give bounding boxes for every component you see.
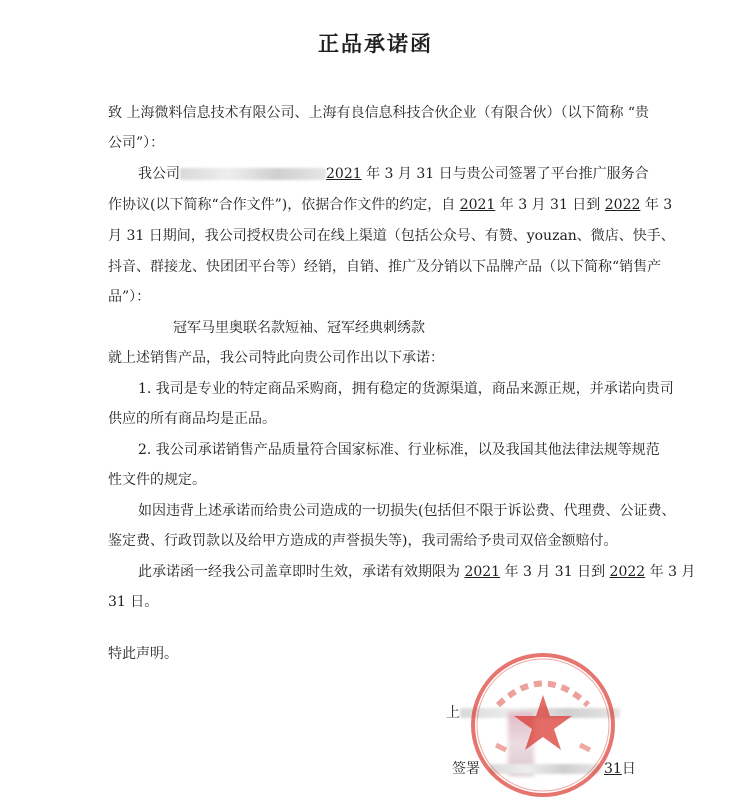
paragraph-1-line-1 — [138, 165, 649, 183]
p4-year-2: 2022 — [609, 564, 646, 580]
commitment-1-line-2: 供应的所有商品均是正品。 — [108, 411, 276, 427]
signature-day-suffix: 日 — [621, 761, 636, 777]
p4-year-1: 2021 — [464, 564, 501, 580]
signature-label: 签署 — [452, 761, 480, 777]
p1-text-a: 我公司 — [138, 166, 180, 182]
p1l2-year-1: 2021 — [459, 197, 496, 213]
p4-text-c: 年 3 月 — [645, 564, 696, 580]
paragraph-1-line-4: 抖音、群接龙、快团团平台等）经销，自销、推广及分销以下品牌产品（以下简称“销售产 — [108, 259, 662, 275]
paragraph-4-line-2: 31 日。 — [108, 594, 159, 610]
product-list: 冠军马里奥联名款短袖、冠军经典刺绣款 — [173, 320, 425, 336]
paragraph-1-line-2 — [108, 196, 672, 214]
paragraph-3-line-1: 如因违背上述承诺而给贵公司造成的一切损失(包括但不限于诉讼费、代理费、公证费、 — [138, 503, 676, 519]
p4-text-a: 此承诺函一经我公司盖章即时生效，承诺有效期限为 — [138, 564, 465, 580]
p1-text-b: 年 3 月 31 日与贵公司签署了平台推广服务合 — [361, 166, 649, 182]
p1l2-text-c: 年 3 — [640, 197, 673, 213]
paragraph-3-line-2: 鉴定费、行政罚款以及给甲方造成的声誉损失等)，我司需给予贵司双倍金额赔付。 — [108, 533, 618, 549]
paragraph-1-line-5: 品”）： — [108, 289, 151, 305]
p1l2-text-a: 作协议(以下简称“合作文件”)，依据合作文件的约定，自 — [108, 197, 460, 213]
addressee-line-2: 公司”）： — [108, 135, 165, 151]
signature-company-prefix: 上 — [446, 705, 460, 721]
p1l2-year-2: 2022 — [604, 197, 641, 213]
paragraph-2: 就上述销售产品，我公司特此向贵公司作出以下承诺： — [108, 350, 444, 366]
company-seal — [468, 650, 618, 800]
closing-statement: 特此声明。 — [108, 646, 178, 662]
p1-year: 2021 — [326, 166, 362, 182]
document-title: 正品承诺函 — [318, 31, 433, 56]
p1l2-text-b: 年 3 月 31 日到 — [495, 197, 605, 213]
seal-star-icon — [514, 695, 572, 750]
p4-text-b: 年 3 月 31 日到 — [500, 564, 610, 580]
paragraph-1-line-3: 月 31 日期间，我公司授权贵公司在线上渠道（包括公众号、有赞、youzan、微店、快手、 — [108, 228, 675, 244]
commitment-1-line-1: 1. 我司是专业的特定商品采购商，拥有稳定的货源渠道，商品来源正规，并承诺向贵司 — [138, 381, 674, 397]
commitment-2-line-1: 2. 我公司承诺销售产品质量符合国家标准、行业标准，以及我国其他法律法规等规范 — [138, 442, 660, 458]
paragraph-4-line-1 — [138, 563, 695, 581]
redacted-company-name — [180, 168, 326, 180]
signature-day: 31 — [604, 761, 622, 777]
addressee-line-1: 致 上海微料信息技术有限公司、上海有良信息科技合伙企业（有限合伙）（以下简称 “贵 — [108, 105, 650, 121]
commitment-2-line-2: 性文件的规定。 — [108, 472, 206, 488]
